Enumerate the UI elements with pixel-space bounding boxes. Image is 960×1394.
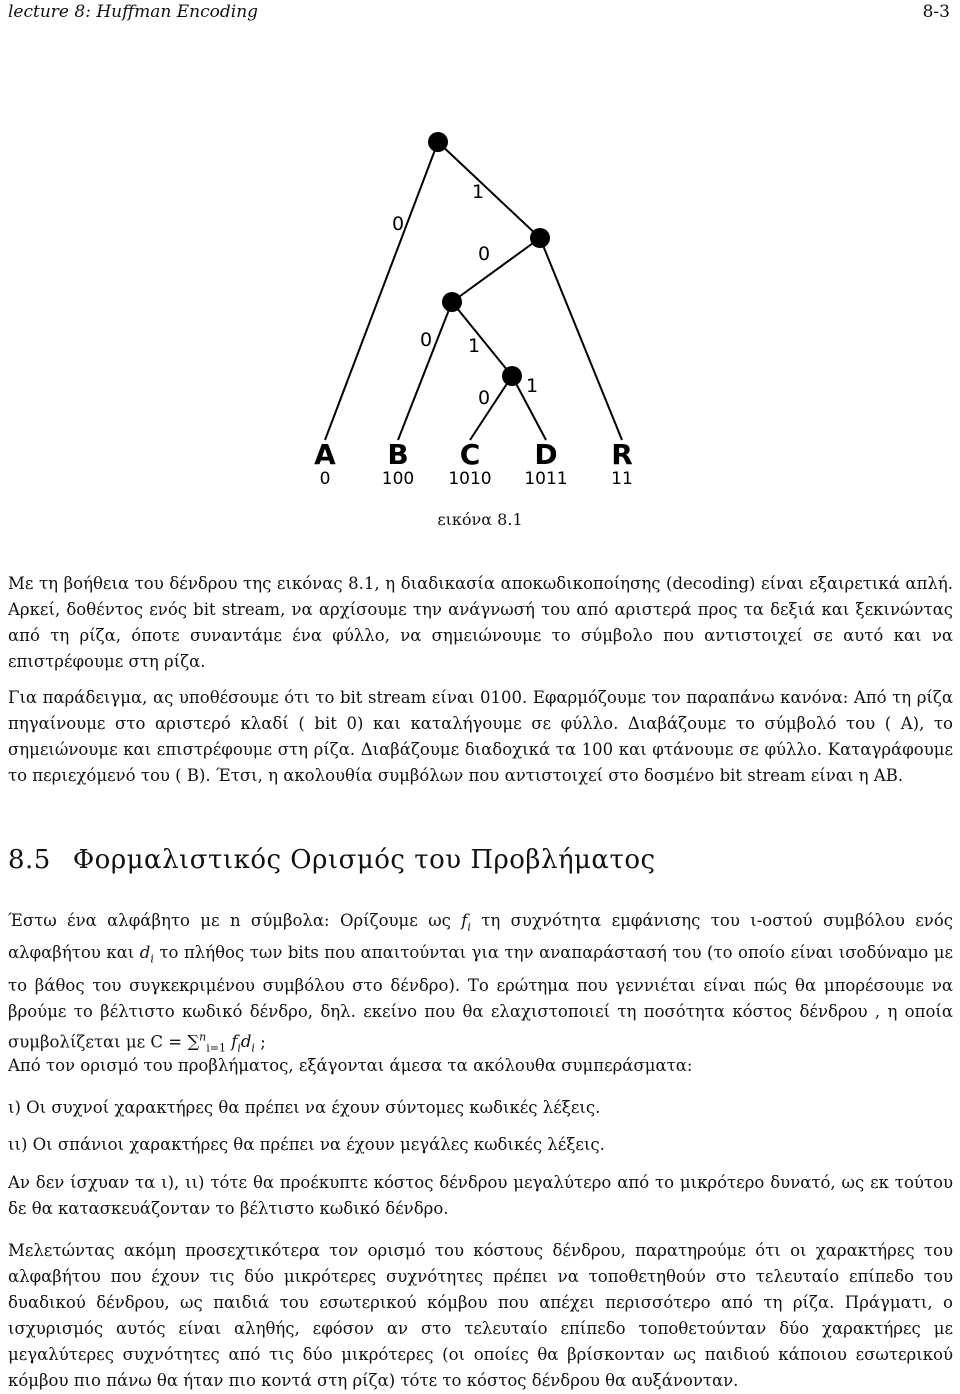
page-number: 8-3 xyxy=(922,2,950,22)
paragraph-example: Για παράδειγμα, ας υποθέσουμε ότι το bit stream είναι 0100. Εφαρμόζουμε τον παραπάνω κανόνα: Από τη ρίζα πηγαίνουμε στο αριστερό κλαδί ( bit 0) και καταλήγουμε σε φύλλο. Διαβάζουμε το σύμβολό του ( A), το σημειώνουμε και επιστρέφουμε στη ρίζα. Διαβάζουμε διαδοχικά τα 100 και φτάνουμε σε φύλλο. Καταγράφουμε το περιεχόμενό του ( B). Έτσι, η ακολουθία συμβόλων που αντιστοιχεί στο δοσμένο bit stream είναι η AB. xyxy=(8,688,953,785)
paragraph-observation: Μελετώντας ακόμη προσεχτικότερα τον ορισμό του κόστους δένδρου, παρατηρούμε ότι οι χαρακτήρες του αλφαβήτου που έχουν τις δύο μικρότερες συχνότητες πρέπει να τοποθετηθούν στο τελευταίο επίπεδο του δυαδικού δένδρου, ως παιδιά του εσωτερικού κόμβου που απέχει περισσότερο από τη ρίζα. Πράγματι, ο ισχυρισμός αυτός είναι αληθής, εφόσον αν στο τελευταίο επίπεδο τοποθετούνταν δύο χαρακτήρες με μεγαλύτερες συχνότητες από τις δύο μικρότερες (οι οποίες θα βρίσκονταν ως παιδιού κάποιου εσωτερικού κόμβου πιο πάνω θα ήταν πιο κοντά στη ρίζα) τότε το κόστος δένδρου θα αυξάνονταν. xyxy=(8,1241,953,1390)
leaf-code: 11 xyxy=(611,469,633,489)
edge-label: 1 xyxy=(526,375,539,397)
section-title: Φορμαλιστικός Ορισμός του Προβλήματος xyxy=(72,845,656,875)
section-number: 8.5 xyxy=(8,845,51,875)
huffman-tree-figure xyxy=(300,120,660,490)
tree-node-internal xyxy=(530,228,550,248)
edge-label: 1 xyxy=(468,335,481,357)
edge-label: 0 xyxy=(392,213,405,235)
symbol-d-i: $d_i$ xyxy=(139,943,154,966)
edge-label: 0 xyxy=(478,387,491,409)
leaf-symbol: C xyxy=(459,438,481,471)
paragraph-conclusions-intro: Από τον ορισμό του προβλήματος, εξάγονται άμεσα τα ακόλουθα συμπεράσματα: xyxy=(8,1056,693,1075)
leaf-code: 1011 xyxy=(524,469,568,489)
tree-node-root xyxy=(428,132,448,152)
edge-label: 1 xyxy=(472,181,485,203)
leaf-code: 100 xyxy=(381,469,415,489)
symbol-f-i: $f_i$ xyxy=(461,911,471,934)
paragraph-definition: Έστω ένα αλφάβητο με n σύμβολα: Ορίζουμε ως $f_i$ τη συχνότητα εμφάνισης του ι-οστού συμβόλου ενός αλφαβήτου και $d_i$ το πλήθος των bits που απαιτούνται για την αναπαράστασή του (το οποίο είναι ισοδύναμο με το βάθος του συγκεκριμένου συμβόλου στο δένδρο). Το ερώτημα που γεννιέται είναι πώς θα μπορέσουμε να βρούμε το βέλτιστο κωδικό δένδρο, δηλ. εκείνο που θα ελαχιστοποιεί τη ποσότητα κόστος δένδρου , η οποία συμβολίζεται με C = ∑$^n_{i=1}$ $f_id_i$ ; xyxy=(8,911,954,1055)
figure-caption: εικόνα 8.1 xyxy=(437,510,523,529)
leaf-symbol: R xyxy=(611,438,633,471)
paragraph-consequence: Αν δεν ίσχυαν τα ι), ιι) τότε θα προέκυπτε κόστος δένδρου μεγαλύτερο από το μικρότερο δυνατό, ως εκ τούτου δε θα κατασκευάζονταν το βέλτιστο κωδικό δένδρο. xyxy=(8,1173,953,1218)
leaf-code: 1010 xyxy=(448,469,492,489)
section-heading xyxy=(8,845,656,875)
tree-node-internal xyxy=(502,366,522,386)
running-header-title: lecture 8: Huffman Encoding xyxy=(8,2,259,22)
leaf-symbol: A xyxy=(314,438,336,471)
leaf-code: 0 xyxy=(319,469,331,489)
cost-formula: ∑$^n_{i=1}$ $f_id_i$ xyxy=(187,1030,255,1055)
leaf-symbol: B xyxy=(387,438,409,471)
conclusion-item-2: ιι) Οι σπάνιοι χαρακτήρες θα πρέπει να έχουν μεγάλες κωδικές λέξεις. xyxy=(8,1135,605,1154)
tree-node-internal xyxy=(442,292,462,312)
paragraph-decoding: Με τη βοήθεια του δένδρου της εικόνας 8.1, η διαδικασία αποκωδικοποίησης (decoding) είναι εξαιρετικά απλή. Αρκεί, δοθέντος ενός bit stream, να αρχίσουμε την ανάγνωσή του από αριστερά προς τα δεξιά και ξεκινώντας από τη ρίζα, όποτε συναντάμε ένα φύλλο, να σημειώνουμε το σύμβολο που αντιστοιχεί σε αυτό και να επιστρέφουμε στη ρίζα. xyxy=(8,574,953,671)
conclusion-item-1: ι) Οι συχνοί χαρακτήρες θα πρέπει να έχουν σύντομες κωδικές λέξεις. xyxy=(8,1098,601,1117)
edge-label: 0 xyxy=(420,329,433,351)
edge-label: 0 xyxy=(478,243,491,265)
leaf-symbol: D xyxy=(534,438,558,471)
